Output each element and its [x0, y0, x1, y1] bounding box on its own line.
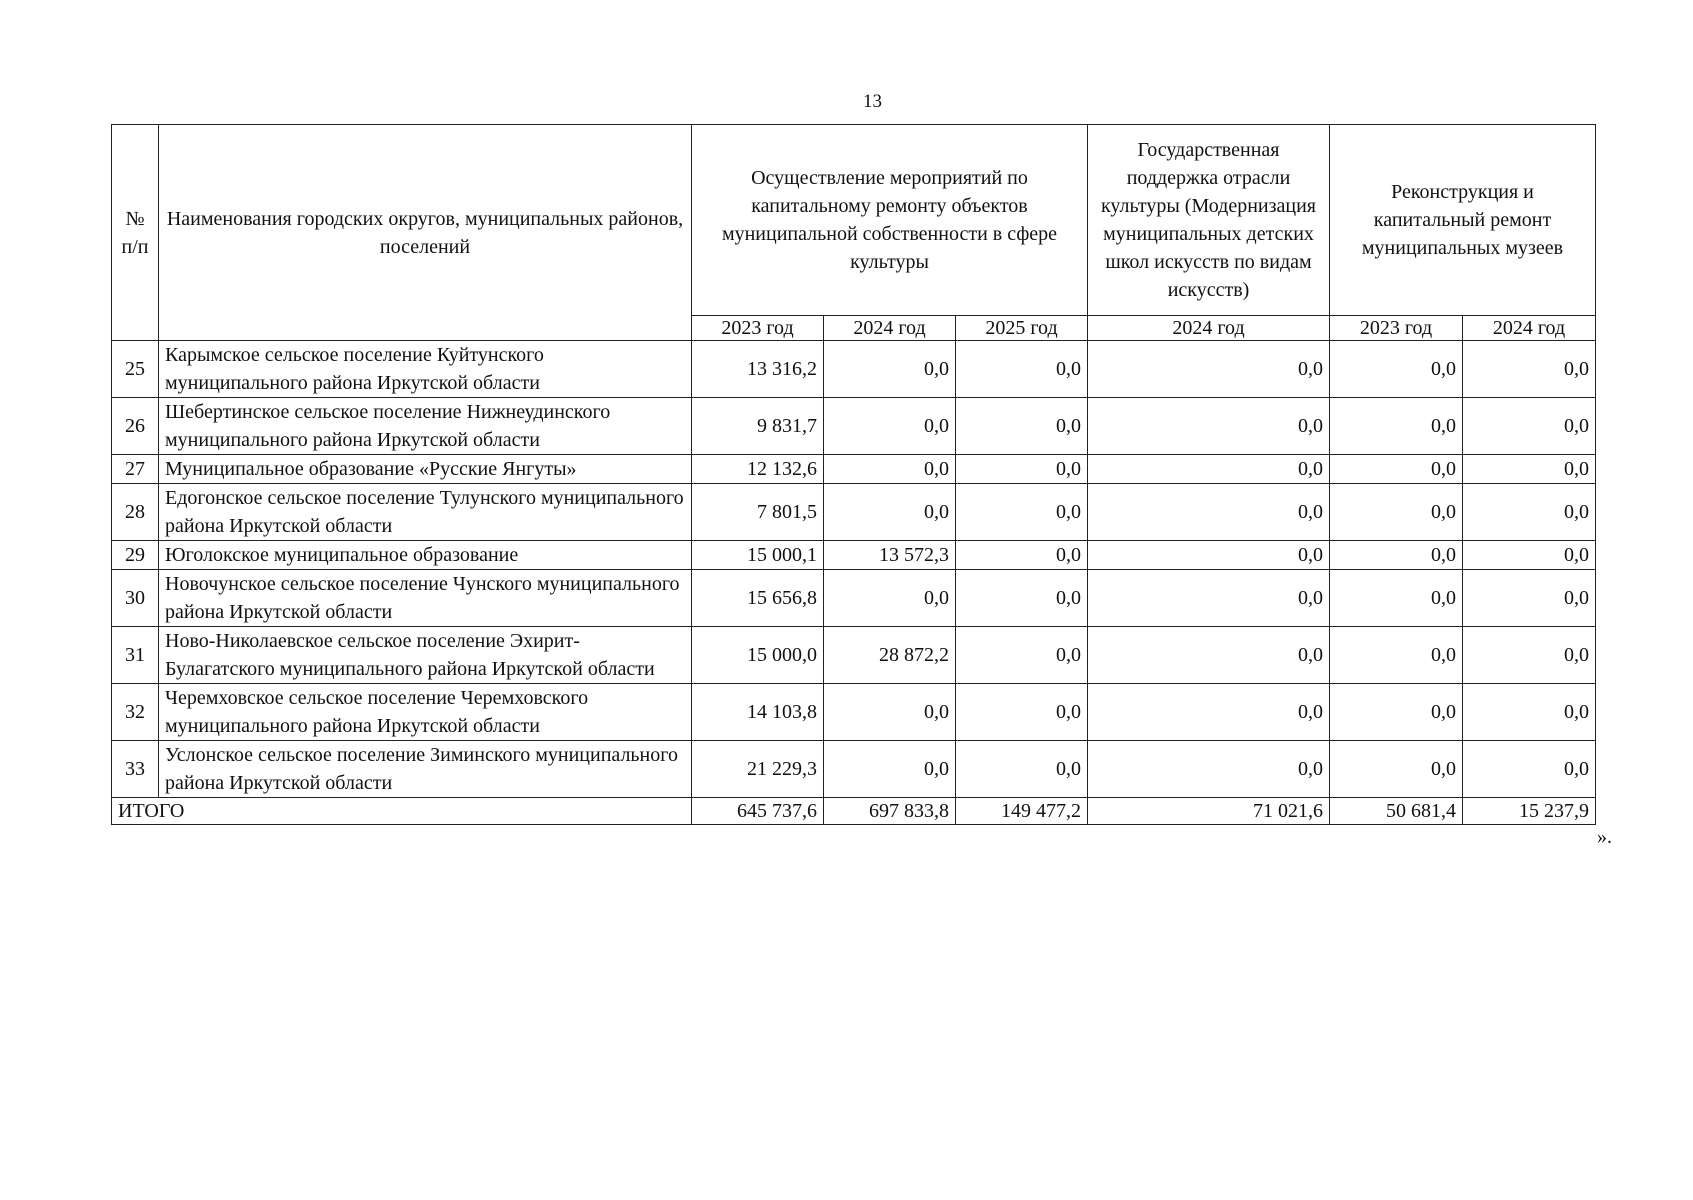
row-value: 0,0 [1463, 741, 1596, 798]
table-row [112, 741, 1596, 798]
row-value: 0,0 [1088, 684, 1330, 741]
row-value: 21 229,3 [692, 741, 824, 798]
header-year: 2024 год [1463, 316, 1596, 341]
row-value: 0,0 [1463, 541, 1596, 570]
row-number: 25 [112, 341, 159, 398]
row-value: 14 103,8 [692, 684, 824, 741]
header-year: 2024 год [1088, 316, 1330, 341]
row-value: 0,0 [1088, 741, 1330, 798]
table-row [112, 484, 1596, 541]
header-group-state-support: Государственная поддержка отрасли культуры (Модернизация муниципальных детских школ искусств по видам искусств) [1088, 125, 1330, 316]
header-year: 2023 год [1330, 316, 1463, 341]
total-value: 697 833,8 [824, 798, 956, 825]
row-value: 13 316,2 [692, 341, 824, 398]
table-row [112, 541, 1596, 570]
row-number: 31 [112, 627, 159, 684]
page-number: 13 [863, 91, 882, 112]
table-row [112, 341, 1596, 398]
row-number: 28 [112, 484, 159, 541]
row-name: Карымское сельское поселение Куйтунского муниципального района Иркутской области [159, 341, 692, 398]
row-value: 0,0 [1463, 484, 1596, 541]
row-name: Новочунское сельское поселение Чунского муниципального района Иркутской области [159, 570, 692, 627]
row-name: Муниципальное образование «Русские Янгуты» [159, 455, 692, 484]
row-value: 9 831,7 [692, 398, 824, 455]
row-value: 0,0 [1463, 627, 1596, 684]
row-number: 27 [112, 455, 159, 484]
table-row [112, 570, 1596, 627]
row-value: 0,0 [1463, 570, 1596, 627]
row-value: 0,0 [1088, 541, 1330, 570]
header-group-museums: Реконструкция и капитальный ремонт муниципальных музеев [1330, 125, 1596, 316]
row-name: Едогонское сельское поселение Тулунского муниципального района Иркутской области [159, 484, 692, 541]
row-value: 15 656,8 [692, 570, 824, 627]
row-value: 0,0 [824, 398, 956, 455]
row-value: 0,0 [1330, 741, 1463, 798]
row-value: 0,0 [1330, 455, 1463, 484]
budget-table-container [111, 124, 1596, 825]
closing-quote-mark: ». [1597, 826, 1612, 848]
row-value: 28 872,2 [824, 627, 956, 684]
row-number: 26 [112, 398, 159, 455]
row-name: Ново-Николаевское сельское поселение Эхирит-Булагатского муниципального района Иркутской области [159, 627, 692, 684]
row-value: 0,0 [1088, 484, 1330, 541]
table-row [112, 398, 1596, 455]
header-year: 2024 год [824, 316, 956, 341]
row-value: 0,0 [1330, 684, 1463, 741]
row-name: Шебертинское сельское поселение Нижнеудинского муниципального района Иркутской области [159, 398, 692, 455]
header-num: № п/п [112, 125, 159, 341]
table-body [112, 341, 1596, 798]
total-value: 71 021,6 [1088, 798, 1330, 825]
total-value: 645 737,6 [692, 798, 824, 825]
row-number: 30 [112, 570, 159, 627]
header-group-capital-repair: Осуществление мероприятий по капитальному ремонту объектов муниципальной собственности в сфере культуры [692, 125, 1088, 316]
row-value: 0,0 [1330, 570, 1463, 627]
total-value: 149 477,2 [956, 798, 1088, 825]
total-label: ИТОГО [112, 798, 692, 825]
row-value: 0,0 [1330, 484, 1463, 541]
row-name: Черемховское сельское поселение Черемховского муниципального района Иркутской области [159, 684, 692, 741]
row-value: 0,0 [1463, 455, 1596, 484]
row-value: 0,0 [1330, 627, 1463, 684]
row-value: 0,0 [956, 684, 1088, 741]
row-value: 0,0 [956, 398, 1088, 455]
total-value: 50 681,4 [1330, 798, 1463, 825]
row-value: 0,0 [824, 684, 956, 741]
table-row [112, 684, 1596, 741]
row-value: 0,0 [1330, 541, 1463, 570]
row-number: 29 [112, 541, 159, 570]
row-number: 33 [112, 741, 159, 798]
row-value: 12 132,6 [692, 455, 824, 484]
total-row [112, 798, 1596, 825]
row-value: 0,0 [1088, 570, 1330, 627]
row-value: 0,0 [1088, 398, 1330, 455]
row-value: 0,0 [1463, 684, 1596, 741]
row-value: 0,0 [956, 741, 1088, 798]
row-value: 0,0 [1463, 398, 1596, 455]
row-value: 0,0 [824, 570, 956, 627]
row-value: 15 000,1 [692, 541, 824, 570]
row-value: 0,0 [956, 570, 1088, 627]
row-value: 0,0 [1088, 341, 1330, 398]
row-value: 0,0 [824, 484, 956, 541]
row-value: 0,0 [1330, 341, 1463, 398]
row-value: 0,0 [824, 455, 956, 484]
header-name: Наименования городских округов, муниципальных районов, поселений [159, 125, 692, 341]
row-value: 0,0 [824, 341, 956, 398]
budget-table [111, 124, 1596, 825]
row-value: 0,0 [824, 741, 956, 798]
row-value: 0,0 [1088, 627, 1330, 684]
header-year: 2025 год [956, 316, 1088, 341]
row-name: Юголокское муниципальное образование [159, 541, 692, 570]
row-value: 0,0 [1463, 341, 1596, 398]
row-value: 13 572,3 [824, 541, 956, 570]
row-value: 0,0 [956, 541, 1088, 570]
row-value: 0,0 [956, 455, 1088, 484]
row-value: 0,0 [956, 627, 1088, 684]
header-year: 2023 год [692, 316, 824, 341]
table-row [112, 455, 1596, 484]
table-row [112, 627, 1596, 684]
row-value: 15 000,0 [692, 627, 824, 684]
row-number: 32 [112, 684, 159, 741]
total-value: 15 237,9 [1463, 798, 1596, 825]
row-name: Услонское сельское поселение Зиминского муниципального района Иркутской области [159, 741, 692, 798]
row-value: 0,0 [956, 484, 1088, 541]
row-value: 7 801,5 [692, 484, 824, 541]
row-value: 0,0 [1330, 398, 1463, 455]
row-value: 0,0 [1088, 455, 1330, 484]
row-value: 0,0 [956, 341, 1088, 398]
